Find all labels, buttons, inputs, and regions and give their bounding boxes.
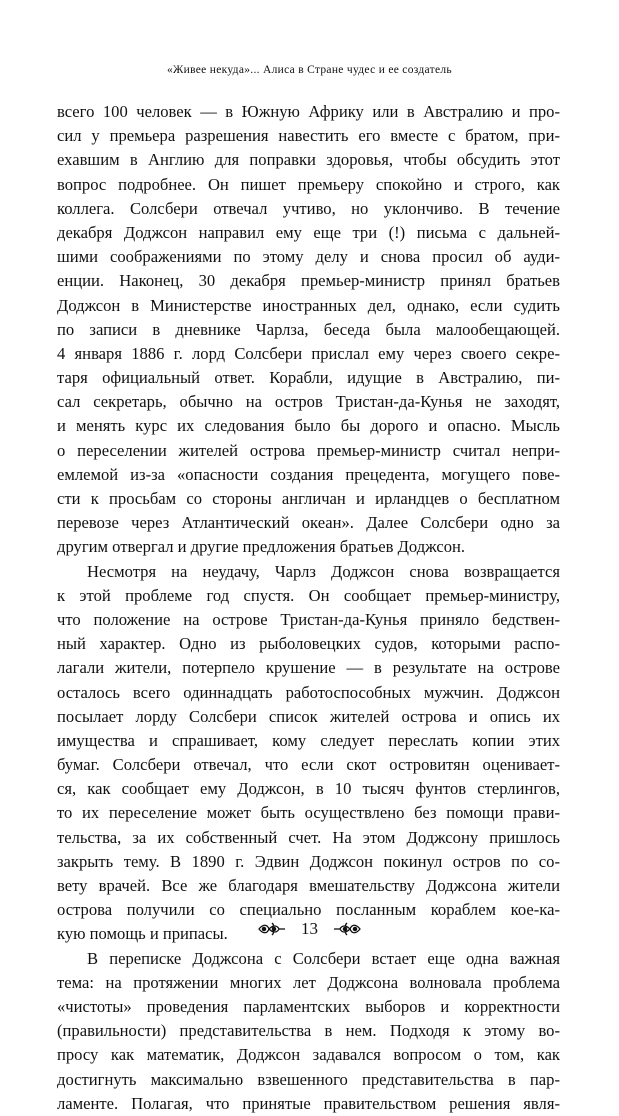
right-fleuron-icon bbox=[332, 921, 362, 937]
text-line: перевозе через Атлантический океан». Далее Солсбери одно за bbox=[57, 513, 560, 533]
text-line: всего 100 человек — в Южную Африку или в Австралию и про- bbox=[57, 102, 560, 121]
text-line: декабря Доджсон направил ему еще три (!) письма с дальней- bbox=[57, 222, 560, 242]
text-line: (правильности) представительства в нем. Подходя к этому во- bbox=[57, 1021, 560, 1041]
text-line: сал секретарь, обычно на остров Тристан-да-Кунья не заходят, bbox=[57, 392, 560, 412]
text-line: коллега. Солсбери отвечал учтиво, но уклончиво. В течение bbox=[57, 198, 560, 218]
text-line: Доджсон в Министерстве иностранных дел, однако, если судить bbox=[57, 295, 560, 315]
text-line: острова получили со специально посланным кораблем кое-ка- bbox=[57, 900, 560, 920]
text-line: 4 января 1886 г. лорд Солсбери прислал ему через своего секре- bbox=[57, 343, 560, 363]
page-number: 13 bbox=[301, 919, 318, 938]
text-line: вопрос подробнее. Он пишет премьеру спокойно и строго, как bbox=[57, 174, 560, 194]
text-line: по записи в дневнике Чарлза, беседа была малообещающей. bbox=[57, 319, 560, 339]
text-line: тельства, за их собственный счет. На этом Доджсону пришлось bbox=[57, 827, 560, 847]
text-line: закрыть тему. В 1890 г. Эдвин Доджсон покинул остров по со- bbox=[57, 851, 560, 871]
text-line: В переписке Доджсона с Солсбери встает еще одна важная bbox=[87, 948, 560, 968]
text-line: Несмотря на неудачу, Чарлз Доджсон снова возвращается bbox=[87, 561, 560, 581]
text-line: ехавшим в Англию для поправки здоровья, чтобы обсудить этот bbox=[57, 150, 560, 170]
text-line: сил у премьера разрешения навестить его вместе с братом, при- bbox=[57, 126, 560, 146]
text-line: и менять курс их следования было бы дорого и опасно. Мысль bbox=[57, 416, 560, 436]
text-line: посылает лорду Солсбери список жителей острова и опись их bbox=[57, 706, 560, 726]
left-fleuron-icon bbox=[257, 921, 287, 937]
text-line: о переселении жителей острова премьер-министр считал непри- bbox=[57, 440, 560, 460]
page-footer bbox=[0, 919, 619, 939]
text-line: лагали жители, потерпело крушение — в результате на острове bbox=[57, 658, 560, 678]
text-line: бумаг. Солсбери отвечал, что если скот островитян оценивает- bbox=[57, 755, 560, 775]
text-line: к этой проблеме год спустя. Он сообщает премьер-министру, bbox=[57, 585, 560, 605]
text-line: сти к просьбам со стороны англичан и ирландцев о бесплатном bbox=[57, 489, 560, 508]
body-text bbox=[57, 100, 560, 1116]
text-line: то их переселение может быть осуществлено без помощи прави- bbox=[57, 803, 560, 823]
text-line: имущества и спрашивает, кому следует переслать копии этих bbox=[57, 730, 560, 750]
text-line: что положение на острове Тристан-да-Кунья приняло бедствен- bbox=[57, 609, 560, 629]
text-line: «чистоты» проведения парламентских выборов и корректности bbox=[57, 996, 560, 1016]
text-line: достигнуть максимально взвешенного представительства в пар- bbox=[57, 1069, 560, 1089]
text-line: енции. Наконец, 30 декабря премьер-министр принял братьев bbox=[57, 271, 560, 291]
text-line: просу как математик, Доджсон задавался вопросом о том, как bbox=[57, 1045, 560, 1065]
text-line: другим отвергал и другие предложения братьев Доджсон. bbox=[57, 537, 466, 557]
text-line: емлемой из-за «опасности создания прецедента, могущего пове- bbox=[57, 464, 560, 484]
text-line: ламенте. Полагая, что принятые правительством решения явля- bbox=[57, 1093, 560, 1113]
text-line: ся, как сообщает ему Доджсон, в 10 тысяч фунтов стерлингов, bbox=[57, 779, 560, 799]
text-line: тема: на протяжении многих лет Доджсона волновала проблема bbox=[57, 972, 560, 992]
text-line: вету врачей. Все же благодаря вмешательству Доджсона жители bbox=[57, 876, 560, 895]
text-line: ный характер. Одно из рыболовецких судов, которыми распо- bbox=[57, 634, 560, 654]
text-line: шими соображениями по этому делу и снова просил об ауди- bbox=[57, 247, 560, 267]
running-header: «Живее некуда»... Алиса в Стране чудес и ее создатель bbox=[167, 64, 452, 76]
text-line: кую помощь и припасы. bbox=[57, 924, 228, 944]
text-line: осталось всего одиннадцать работоспособных мужчин. Доджсон bbox=[57, 682, 560, 702]
text-line: таря официальный ответ. Корабли, идущие в Австралию, пи- bbox=[57, 368, 560, 388]
